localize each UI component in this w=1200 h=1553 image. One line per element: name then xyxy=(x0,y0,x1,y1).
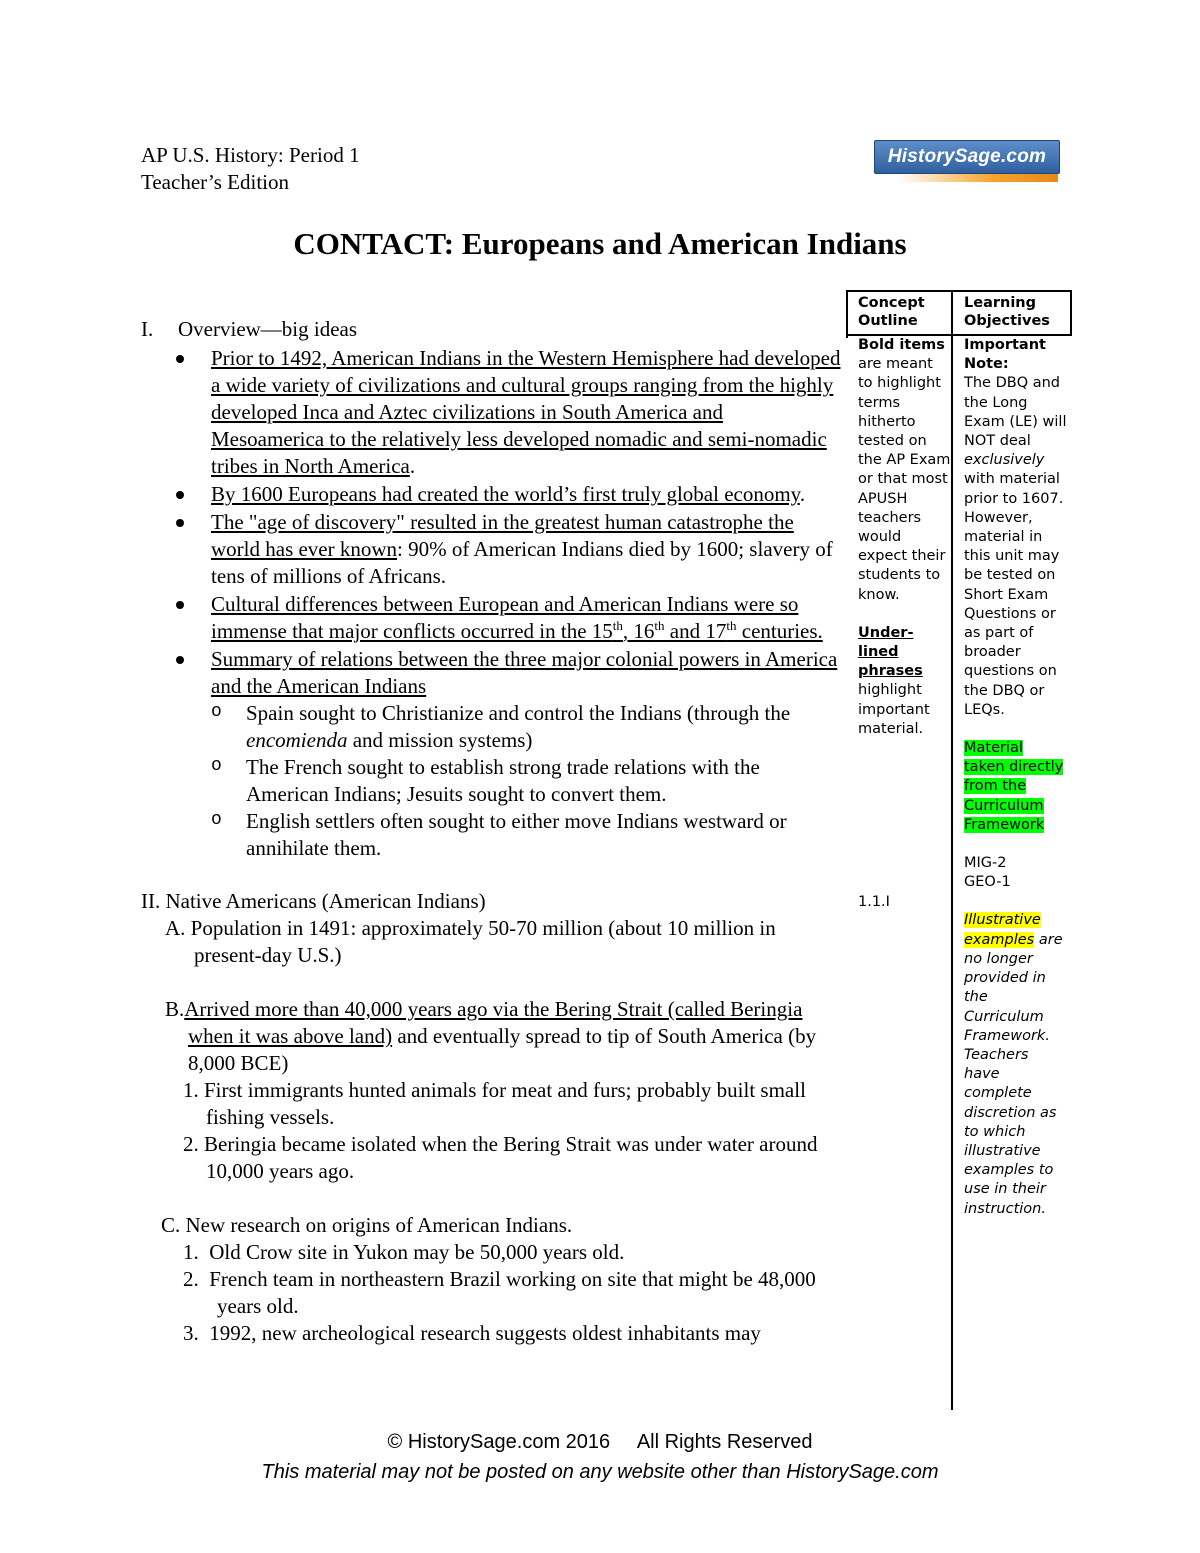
logo-underline-bar xyxy=(898,174,1058,182)
outline-body xyxy=(141,316,841,1347)
concept-outline-header: Concept Outline xyxy=(858,295,925,329)
learning-objectives-header: Learning Objectives xyxy=(964,295,1050,329)
historysage-logo xyxy=(874,140,1058,188)
item-b: B.Arrived more than 40,000 years ago via the Bering Strait (called Beringia when it was above land) and eventually spread to tip of South America (by 8,000 BCE) xyxy=(165,997,817,1075)
section-1-numeral: I. xyxy=(141,317,154,341)
list-item: o The French sought to establish strong trade relations with the American Indians; Jesuits sought to convert them. xyxy=(211,754,841,808)
section-1-title: Overview—big ideas xyxy=(178,317,358,341)
table-left-border xyxy=(846,290,848,338)
item-b1: 1. First immigrants hunted animals for meat and furs; probably built small fishing vessels. xyxy=(183,1078,806,1129)
objective-code: GEO-1 xyxy=(964,874,1011,891)
list-item: Cultural differences between European and American Indians were so immense that major conflicts occurred in the 15th, 16th and 17th centuries. xyxy=(141,591,841,645)
colonial-powers-sublist xyxy=(211,700,841,862)
list-item: By 1600 Europeans had created the world’s first truly global economy. xyxy=(141,481,841,508)
list-item: o English settlers often sought to either move Indians westward or annihilate them. xyxy=(211,808,841,862)
list-item: Summary of relations between the three major colonial powers in America and the American Indians o Spain sought to Christianize and control the Indians (through the encomienda and mission systems) o The French sought to establish strong trade relations with the American Indians; Jesuits sought to convert them. o English settlers often sought to either move Indians westward or annihilate them. xyxy=(141,646,841,862)
bold-items-note: Bold items are meant to highlight terms hitherto tested on the AP Exam or that most APUSH teachers would expect their students to know. xyxy=(858,337,951,603)
logo-text: HistorySage.com xyxy=(874,140,1060,174)
course-label: AP U.S. History: Period 1 xyxy=(141,143,360,167)
illustrative-note: Illustrative examples are no longer provided in the Curriculum Framework. Teachers have complete discretion as to which illustrative examples to use in their instruction. xyxy=(964,912,1063,1217)
item-c1: 1. Old Crow site in Yukon may be 50,000 years old. xyxy=(183,1240,625,1264)
item-b2: 2. Beringia became isolated when the Bering Strait was under water around 10,000 years ago. xyxy=(183,1132,818,1183)
usage-notice: This material may not be posted on any website other than HistorySage.com xyxy=(261,1461,939,1483)
important-note: Important Note: The DBQ and the Long Exam (LE) will NOT deal exclusively with material prior to 1607. However, material in this unit may be tested on Short Exam Questions or as part of broader questions on the DBQ or LEQs. xyxy=(964,337,1067,718)
sidebar-table xyxy=(846,290,1070,1410)
list-item: o Spain sought to Christianize and control the Indians (through the encomienda and mission systems) xyxy=(211,700,841,754)
page-footer xyxy=(0,1427,1200,1487)
learning-objectives-column xyxy=(964,336,1068,1219)
section-2-heading: II. Native Americans (American Indians) xyxy=(141,889,486,913)
objective-code: MIG-2 xyxy=(964,855,1007,872)
document-header xyxy=(141,142,360,196)
section-1-bullets xyxy=(141,345,841,862)
edition-label: Teacher’s Edition xyxy=(141,170,290,194)
page-title: CONTACT: Europeans and American Indians xyxy=(293,226,907,261)
sidebar-table-header xyxy=(846,290,1072,336)
list-item: The "age of discovery" resulted in the greatest human catastrophe the world has ever known: 90% of American Indians died by 1600; slavery of tens of millions of Africans. xyxy=(141,509,841,590)
item-c3: 3. 1992, new archeological research suggests oldest inhabitants may xyxy=(183,1321,761,1345)
item-c2: 2. French team in northeastern Brazil working on site that might be 48,000 years old. xyxy=(183,1267,816,1318)
item-c: C. New research on origins of American Indians. xyxy=(161,1213,573,1237)
item-a: A. Population in 1491: approximately 50-70 million (about 10 million in present-day U.S.) xyxy=(165,916,776,967)
concept-code: 1.1.I xyxy=(858,894,890,911)
concept-outline-column xyxy=(858,336,952,912)
section-1-heading xyxy=(141,316,841,343)
curriculum-legend: Material taken directly from the Curriculum Framework xyxy=(964,740,1064,833)
underlined-note: Under-lined phrases highlight important material. xyxy=(858,624,930,737)
list-item: Prior to 1492, American Indians in the Western Hemisphere had developed a wide variety of civilizations and cultural groups ranging from the highly developed Inca and Aztec civilizations in South America and Mesoamerica to the relatively less developed nomadic and semi-nomadic tribes in North America. xyxy=(141,345,841,480)
copyright-line: © HistorySage.com 2016 All Rights Reserved xyxy=(387,1431,813,1453)
